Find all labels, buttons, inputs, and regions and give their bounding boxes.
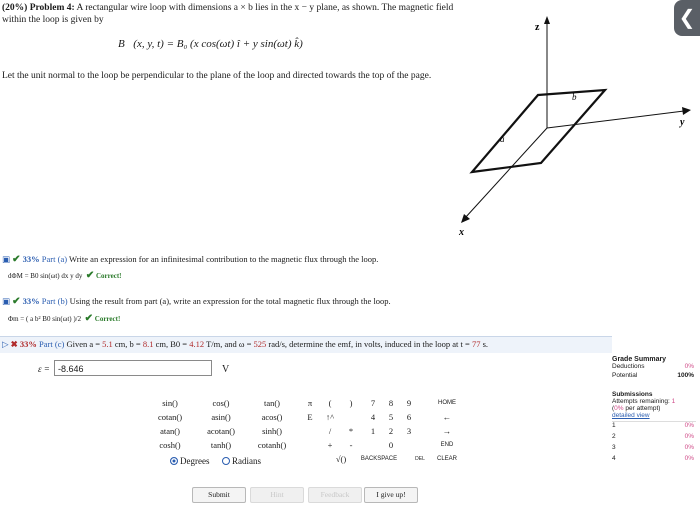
key-plus[interactable]: + [327, 440, 333, 450]
unit-label: V [222, 364, 230, 375]
degrees-radio[interactable] [170, 456, 209, 466]
key-atan[interactable]: atan() [160, 426, 180, 436]
part-a-label: Part (a) [41, 254, 68, 264]
part-a-header[interactable] [2, 254, 378, 265]
key-del[interactable]: DEL [415, 456, 425, 462]
part-c-percent: 33% [19, 339, 37, 349]
check-icon: ✔ [84, 313, 94, 324]
submissions-title: Submissions [612, 391, 653, 398]
check-icon: ✔ [12, 254, 21, 265]
loop-diagram [440, 10, 700, 245]
key-acotan[interactable]: acotan() [207, 426, 235, 436]
radio-unselected-icon [222, 457, 230, 465]
potential-label: Potential [612, 372, 638, 379]
submission-number: 4 [612, 455, 616, 462]
problem-statement [2, 2, 472, 26]
submission-number: 2 [612, 433, 616, 440]
key-open-paren[interactable]: ( [328, 398, 332, 408]
key-3[interactable]: 3 [406, 426, 412, 436]
submission-score: 0% [684, 433, 694, 440]
submission-row [612, 422, 696, 433]
part-b-percent: 33% [22, 296, 40, 306]
submission-score: 0% [684, 455, 694, 462]
key-5[interactable]: 5 [388, 412, 394, 422]
key-sin[interactable]: sin() [162, 398, 178, 408]
given-prefix: Given a = [66, 339, 101, 349]
key-tan[interactable]: tan() [263, 398, 281, 408]
key-e[interactable]: E [307, 412, 313, 422]
key-divide[interactable]: / [328, 426, 332, 436]
check-icon: ✔ [12, 296, 21, 307]
side-b-label: b [572, 92, 577, 102]
key-power[interactable]: ↑^ [325, 412, 335, 422]
attempts-remaining [612, 398, 696, 405]
key-multiply[interactable]: * [348, 426, 354, 436]
part-c-header[interactable] [2, 339, 488, 350]
part-a-answer-line [8, 270, 122, 281]
key-clear[interactable]: CLEAR [436, 456, 457, 462]
key-cos[interactable]: cos() [212, 398, 230, 408]
submission-number: 3 [612, 444, 616, 451]
grade-summary [612, 356, 696, 466]
detailed-view-link[interactable]: detailed view [612, 412, 650, 419]
attempts-value: 1 [671, 398, 676, 405]
part-b-answer-line [8, 313, 120, 324]
key-tanh[interactable]: tanh() [210, 440, 232, 450]
key-sinh[interactable]: sinh() [262, 426, 282, 436]
submission-row [612, 444, 696, 455]
attempts-text: Attempts remaining: [612, 398, 670, 405]
submission-row [612, 455, 696, 466]
key-2[interactable]: 2 [388, 426, 394, 436]
problem-heading: (20%) Problem 4: [2, 3, 75, 13]
unit-t: s. [482, 339, 489, 349]
key-cotan[interactable]: cotan() [157, 412, 183, 422]
key-9[interactable]: 9 [406, 398, 412, 408]
key-left-arrow[interactable]: ← [442, 412, 452, 422]
part-b-label: Part (b) [41, 296, 68, 306]
potential-row [612, 372, 696, 381]
key-cotanh[interactable]: cotanh() [257, 440, 287, 450]
part-b-header[interactable] [2, 296, 391, 307]
x-icon: ✖ [10, 339, 18, 349]
key-1[interactable]: 1 [370, 426, 376, 436]
magnetic-field-equation: B⃗(x, y, t) = B₀ (x cos(ωt) î + y sin(ωt) k̂) [118, 38, 303, 50]
key-end[interactable]: END [440, 442, 454, 448]
value-b: 8.1 [142, 339, 154, 349]
unit-omega: rad/s, determine the emf, in volts, induced in the loop at t = [268, 339, 470, 349]
per-attempt-text: per attempt) [625, 405, 661, 412]
potential-value: 100% [677, 372, 694, 379]
radio-selected-icon [170, 457, 178, 465]
value-t: 77 [471, 339, 481, 349]
key-6[interactable]: 6 [406, 412, 412, 422]
answer-input[interactable]: -8.646 [54, 360, 212, 376]
key-4[interactable]: 4 [370, 412, 376, 422]
y-axis-label: y [680, 117, 685, 128]
submission-number: 1 [612, 422, 616, 429]
part-b-prompt: Using the result from part (a), write an expression for the total magnetic flux through the loop. [69, 296, 391, 306]
part-a-prompt: Write an expression for an infinitesimal contribution to the magnetic flux through the loop. [69, 254, 379, 264]
key-home[interactable]: HOME [438, 400, 456, 406]
submission-score: 0% [684, 422, 694, 429]
radians-radio[interactable] [222, 456, 261, 466]
key-asin[interactable]: asin() [211, 412, 231, 422]
value-omega: 525 [253, 339, 267, 349]
chevron-left-icon: ❮ [678, 5, 696, 29]
problem-text: A rectangular wire loop with dimensions a × b lies in the x − y plane, as shown. The magnetic field within the loop is given by [2, 3, 454, 25]
key-0[interactable]: 0 [388, 440, 394, 450]
key-right-arrow[interactable]: → [442, 426, 452, 436]
submit-button[interactable]: Submit [192, 487, 246, 503]
unit-b0: T/m, and ω = [206, 339, 252, 349]
key-backspace[interactable]: BACKSPACE [360, 456, 398, 462]
deductions-label: Deductions [612, 363, 645, 370]
part-a-percent: 33% [22, 254, 40, 264]
part-c-label: Part (c) [39, 339, 65, 349]
part-b-toggle-icon[interactable]: ▣ [2, 296, 11, 306]
degrees-label: Degrees [180, 456, 210, 466]
value-a: 5.1 [102, 339, 113, 349]
key-cosh[interactable]: cosh() [159, 440, 181, 450]
part-a-status: Correct! [95, 272, 122, 280]
hint-button[interactable]: Hint [250, 487, 304, 503]
value-b0: 4.12 [189, 339, 205, 349]
key-7[interactable]: 7 [370, 398, 376, 408]
emf-label: ε = [38, 364, 50, 374]
deductions-row [612, 363, 696, 372]
x-axis-label: x [459, 227, 464, 238]
key-pi[interactable]: π [307, 398, 313, 408]
part-b-status: Correct! [94, 315, 121, 323]
radians-label: Radians [232, 456, 261, 466]
per-attempt-pct: 0% [614, 405, 624, 412]
part-a-toggle-icon[interactable]: ▣ [2, 254, 11, 264]
part-a-answer: dΦM = B0 sin(ωt) dx y dy [8, 272, 83, 280]
key-acos[interactable]: acos() [261, 412, 283, 422]
key-close-paren[interactable]: ) [349, 398, 353, 408]
key-sqrt[interactable]: √() [335, 454, 347, 464]
unit-a: cm, b = [114, 339, 141, 349]
submission-row [612, 433, 696, 444]
feedback-button[interactable]: Feedback [308, 487, 362, 503]
key-minus[interactable]: - [349, 440, 353, 450]
grade-summary-title: Grade Summary [612, 356, 667, 363]
play-icon: ▷ [2, 339, 9, 349]
side-a-label: a [500, 134, 505, 144]
unit-b: cm, B0 = [155, 339, 188, 349]
unit-normal-text: Let the unit normal to the loop be perpendicular to the plane of the loop and directed towards the top of the page. [2, 71, 432, 81]
check-icon: ✔ [85, 270, 95, 281]
submission-score: 0% [684, 444, 694, 451]
per-attempt: (0% per attempt) [612, 405, 661, 412]
give-up-button[interactable]: I give up! [364, 487, 418, 503]
deductions-value: 0% [684, 363, 694, 370]
key-8[interactable]: 8 [388, 398, 394, 408]
part-b-answer: Φm = ( a b² B0 sin(ωt) )/2 [8, 315, 82, 323]
z-axis-label: z [535, 22, 540, 33]
